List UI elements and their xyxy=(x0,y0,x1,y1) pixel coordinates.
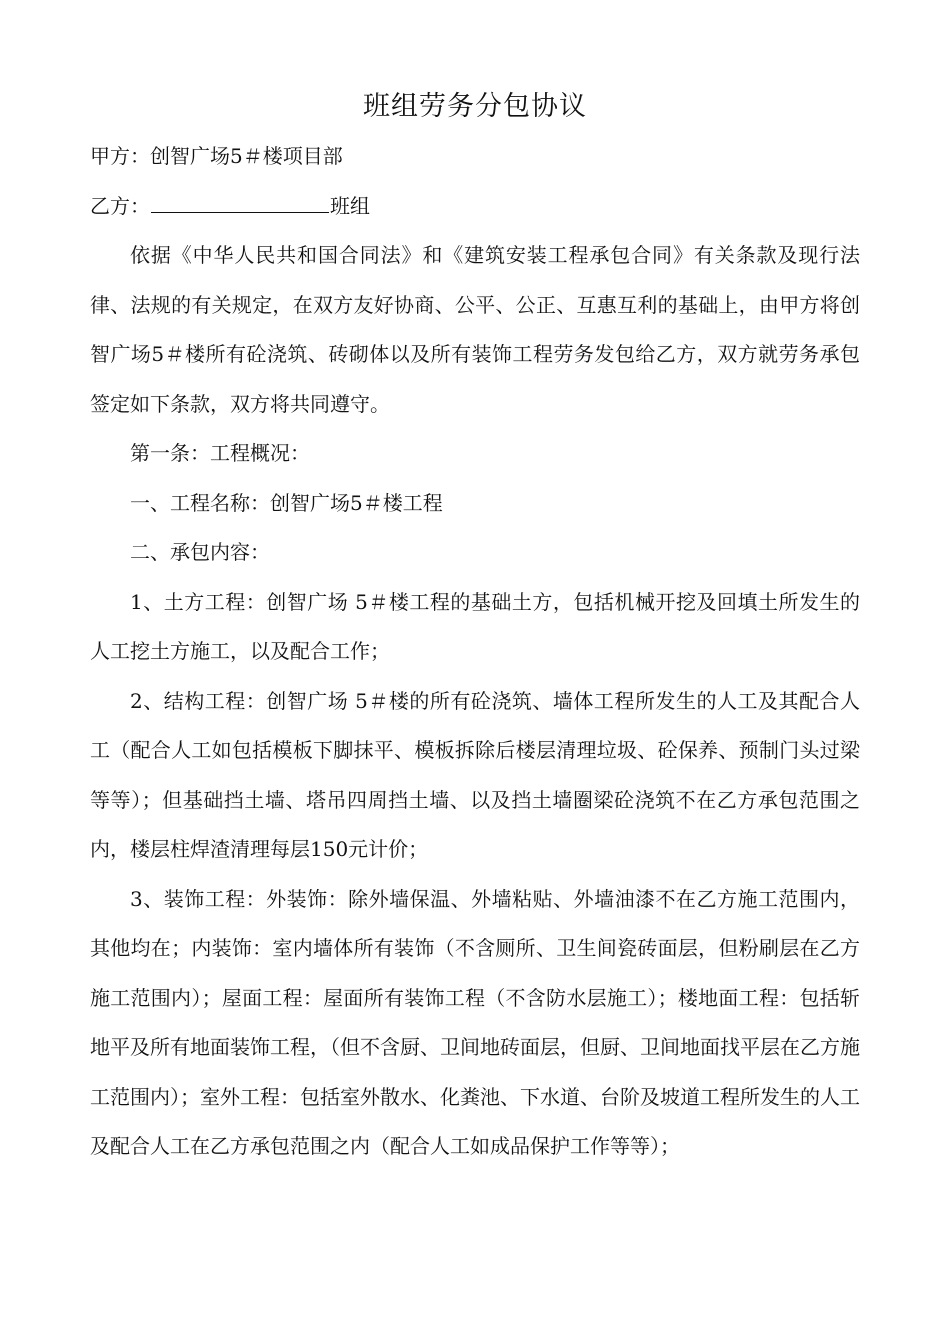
scope-heading: 二、承包内容： xyxy=(130,540,270,564)
party-b-suffix: 班组 xyxy=(330,193,370,218)
scope-item-earthwork: 1、土方工程：创智广场 5＃楼工程的基础土方，包括机械开挖及回填土所发生的人工挖土方施工，以及配合工作； xyxy=(90,589,860,663)
scope-item-structure: 2、结构工程：创智广场 5＃楼的所有砼浇筑、墙体工程所发生的人工及其配合人工（配合人工如包括模板下脚抹平、模板拆除后楼层清理垃圾、砼保养、预制门头过梁等等）；但基础挡土墙、塔吊四周挡土墙、以及挡土墙圈梁砼浇筑不在乙方承包范围之内，楼层柱焊渣清理每层150元计价； xyxy=(90,688,860,861)
intro-paragraph: 依据《中华人民共和国合同法》和《建筑安装工程承包合同》有关条款及现行法律、法规的有关规定，在双方友好协商、公平、公正、互惠互利的基础上，由甲方将创智广场5＃楼所有砼浇筑、砖砌体以及所有装饰工程劳务发包给乙方，双方就劳务承包签定如下条款，双方将共同遵守。 xyxy=(90,243,860,416)
document-page xyxy=(90,82,860,1172)
party-b-prefix: 乙方： xyxy=(90,193,150,218)
scope-item-decoration: 3、装饰工程：外装饰：除外墙保温、外墙粘贴、外墙油漆不在乙方施工范围内，其他均在；内装饰：室内墙体所有装饰（不含厕所、卫生间瓷砖面层，但粉刷层在乙方施工范围内）；屋面工程：屋面所有装饰工程（不含防水层施工）；楼地面工程：包括斩地平及所有地面装饰工程，（但不含厨、卫间地砖面层，但厨、卫间地面找平层在乙方施工范围内）；室外工程：包括室外散水、化粪池、下水道、台阶及坡道工程所发生的人工及配合人工在乙方承包范围之内（配合人工如成品保护工作等等）； xyxy=(90,886,860,1158)
party-a-line: 甲方：创智广场5＃楼项目部 xyxy=(90,144,343,168)
document-title: 班组劳务分包协议 xyxy=(363,91,587,122)
project-name-item: 一、工程名称：创智广场5＃楼工程 xyxy=(130,490,443,515)
party-b-line xyxy=(90,182,860,232)
article-1-heading: 第一条：工程概况： xyxy=(130,441,310,465)
party-b-blank xyxy=(151,192,329,213)
